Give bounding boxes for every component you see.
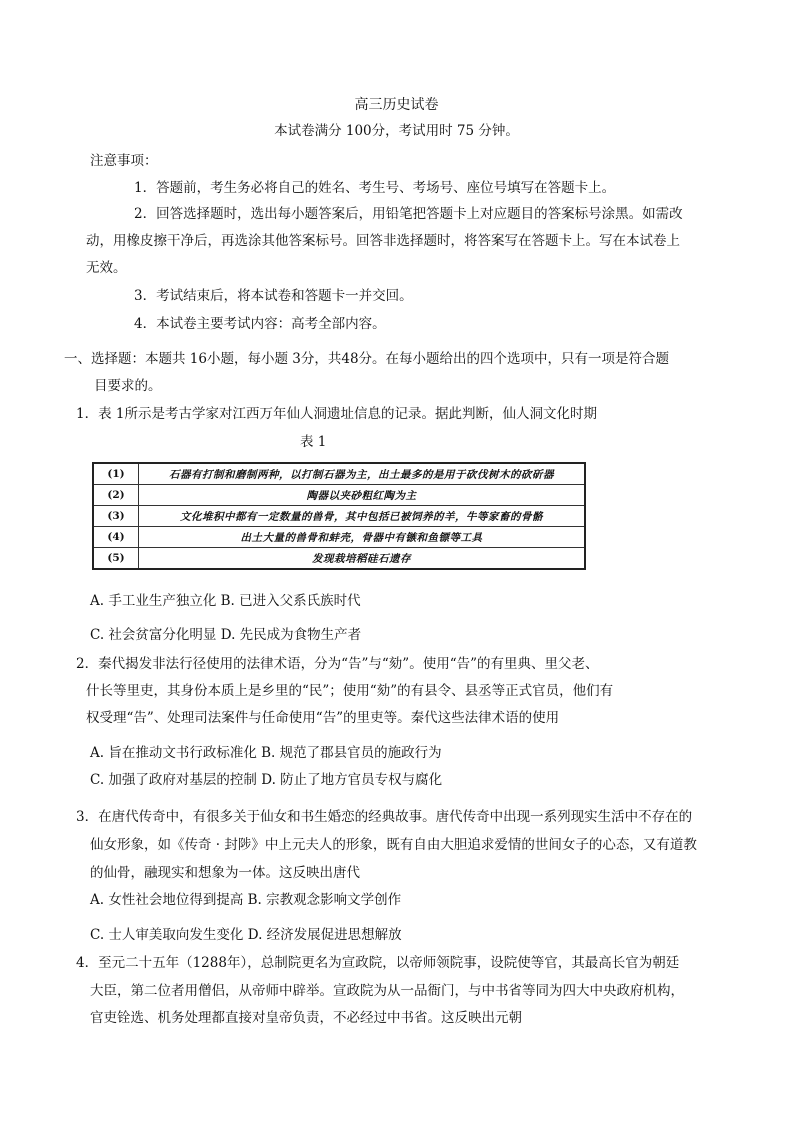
question-1-options: A. 手工业生产独立化 B. 已进入父系氏族时代 (90, 593, 361, 609)
table-row (93, 485, 585, 506)
archaeology-table (92, 462, 586, 570)
table-cell-index: (3) (93, 506, 139, 527)
table-caption: 表 1 (300, 434, 327, 450)
section-heading-cont: 目要求的。 (94, 378, 162, 394)
question-2-stem: 2．秦代揭发非法行径使用的法律术语，分为“告”与“劾”。使用“告”的有里典、里父老、 (76, 656, 599, 672)
question-2-options: A. 旨在推动文书行政标准化 B. 规范了郡县官员的施政行为 (90, 745, 442, 761)
note-line: 4．本试卷主要考试内容：高考全部内容。 (134, 316, 386, 332)
table-cell-text: 发现栽培稻硅石遗存 (139, 548, 586, 570)
table-cell-text: 陶器以夹砂粗红陶为主 (139, 485, 586, 506)
table-cell-text: 文化堆积中都有一定数量的兽骨，其中包括已被饲养的羊，牛等家畜的骨骼 (139, 506, 586, 527)
note-line: 3．考试结束后，将本试卷和答题卡一并交回。 (134, 288, 413, 304)
table-row (93, 463, 585, 485)
table-cell-text: 出土大量的兽骨和蚌壳，骨器中有镞和鱼镖等工具 (139, 527, 586, 548)
table-cell-index: (1) (93, 463, 139, 485)
notes-heading: 注意事项： (90, 153, 158, 169)
question-3-stem: 的仙骨，融现实和想象为一体。这反映出唐代 (90, 865, 360, 881)
section-heading: 一、选择题：本题共 16小题，每小题 3分，共48分。在每小题给出的四个选项中，只有一项是符合题 (64, 351, 670, 367)
question-4-stem: 官吏铨选、机务处理都直接对皇帝负责，不必经过中书省。这反映出元朝 (90, 1010, 522, 1026)
table-cell-index: (4) (93, 527, 139, 548)
table-row (93, 527, 585, 548)
table-cell-index: (5) (93, 548, 139, 570)
question-3-stem: 3．在唐代传奇中，有很多关于仙女和书生婚恋的经典故事。唐代传奇中出现一系列现实生活中不存在的 (76, 809, 693, 825)
question-4-stem: 大臣，第二位者用僧侣，从帝师中辟举。宣政院为从一品衙门，与中书省等同为四大中央政府机构， (90, 983, 684, 999)
exam-title: 高三历史试卷 (354, 97, 439, 113)
table-cell-index: (2) (93, 485, 139, 506)
question-1-options: C. 社会贫富分化明显 D. 先民成为食物生产者 (90, 627, 362, 643)
question-3-stem: 仙女形象，如《传奇 · 封陟》中上元夫人的形象，既有自由大胆追求爱情的世间女子的心态，又有道教 (90, 837, 697, 853)
table-row (93, 548, 585, 570)
question-3-options: A. 女性社会地位得到提高 B. 宗教观念影响文学创作 (90, 892, 402, 908)
question-1-stem: 1．表 1所示是考古学家对江西万年仙人洞遗址信息的记录。据此判断，仙人洞文化时期 (76, 406, 597, 422)
question-2-stem: 什长等里吏，其身份本质上是乡里的“民”；使用“劾”的有县令、县丞等正式官员，他们有 (86, 683, 614, 699)
question-2-options: C. 加强了政府对基层的控制 D. 防止了地方官员专权与腐化 (90, 772, 443, 788)
note-line: 1．答题前，考生务必将自己的姓名、考生号、考场号、座位号填写在答题卡上。 (134, 180, 616, 196)
note-line: 2．回答选择题时，选出每小题答案后，用铅笔把答题卡上对应题目的答案标号涂黑。如需改 (134, 206, 683, 222)
table-cell-text: 石器有打制和磨制两种，以打制石器为主，出土最多的是用于砍伐树木的砍斫器 (139, 463, 586, 485)
note-line: 动，用橡皮擦干净后，再选涂其他答案标号。回答非选择题时，将答案写在答题卡上。写在本试卷上 (86, 233, 680, 249)
exam-subtitle: 本试卷满分 100分，考试用时 75 分钟。 (274, 123, 519, 139)
question-4-stem: 4．至元二十五年（1288年），总制院更名为宣政院，以帝师领院事，设院使等官，其最高长官为朝廷 (76, 955, 680, 971)
note-line: 无效。 (86, 260, 127, 276)
table-row (93, 506, 585, 527)
question-2-stem: 权受理“告”、处理司法案件与任命使用“告”的里吏等。秦代这些法律术语的使用 (86, 710, 560, 726)
question-3-options: C. 士人审美取向发生变化 D. 经济发展促进思想解放 (90, 927, 402, 943)
